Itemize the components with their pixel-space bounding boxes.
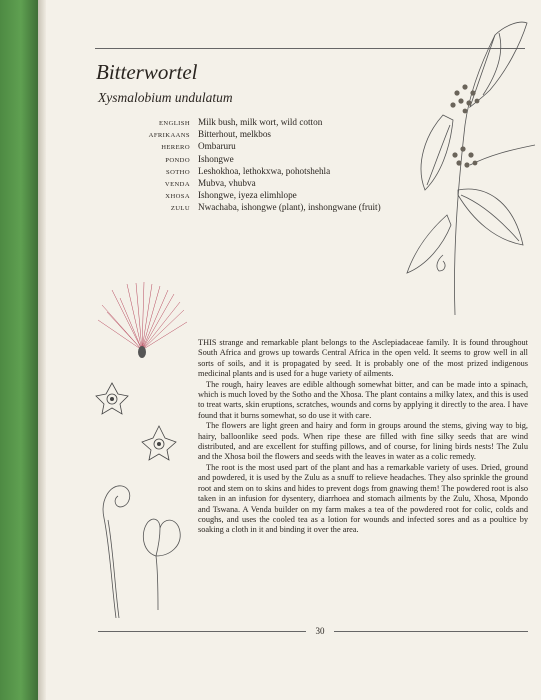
page-gutter [38,0,46,700]
seed-fluff-illustration [92,280,192,360]
language-label: HERERO [161,144,190,152]
plant-stem-illustration [395,15,541,320]
flower-illustration-2 [140,424,178,462]
language-value: Mubva, vhubva [198,178,256,189]
seed-pod-illustration [138,512,186,612]
name-row-venda [98,178,388,190]
name-row-pondo [98,154,388,166]
name-row-sotho [98,166,388,178]
name-row-xhosa [98,190,388,202]
book-spine [0,0,38,700]
name-row-afrikaans [98,129,388,141]
paragraph-intro: THIS strange and remarkable plant belongs to the Asclepiadaceae family. It is found throughout South Africa and grows up towards Central Africa in the open veld. It seems to grow well in all sorts of soils, and it is propagated by seed. It is probably one of the most prized indigenous medicinal plants and is used for a huge variety of ailments. [198,338,528,379]
language-value: Leshokhoa, lethokxwa, pohotshehla [198,165,331,176]
name-row-english [98,117,388,129]
scientific-name: Xysmalobium undulatum [98,90,233,105]
language-label: ZULU [170,205,190,213]
paragraph-root: The root is the most used part of the plant and has a remarkable variety of uses. Dried, ground and powdered, it is used by the Zulu as a snuff to relieve headaches. They also sprinkle the ground root and stem on to skins and hides to prevent dogs from gnawing them! The powdered root is also taken in an infusion for dysentery, diarrhoea and stomach ailments by the Zulu, Xhosa, Mpondo and Tswana. A Venda builder on my farm makes a tea of the powdered root for colic, colds and coughs, and uses the cooled tea as a lotion for wounds and infected sores and as a poultice by soaking a cloth in it and binding it over the area. [198,462,528,535]
language-value: Milk bush, milk wort, wild cotton [198,117,323,127]
language-label: ENGLISH [158,120,190,127]
page-title: Bitterwortel [96,60,198,84]
body-text [198,338,528,536]
name-row-herero [98,141,388,153]
paragraph-flowers: The flowers are light green and hairy and form in groups around the stems, giving way to big, hairy, balloonlike seed pods. When ripe these are filled with fine silky seeds that are wind distributed, and are excellent for stuffing pillows, and of course, for lining birds nests! The Zulu and the Xhosa boil the flowers and seeds with the leaves in water as a colic remedy. [198,421,528,462]
flower-illustration-1 [94,380,130,416]
name-row-zulu [98,202,388,214]
language-label: AFRIKAANS [148,132,190,140]
common-names-list [98,117,388,215]
language-label: SOTHO [166,168,190,176]
bottom-rule-left [98,631,306,632]
page-number: 30 [315,626,325,636]
language-value: Bitterhout, melkbos [198,129,271,140]
language-label: XHOSA [165,193,190,201]
bottom-rule-right [334,631,528,632]
language-label: VENDA [164,181,190,189]
language-value: Nwachaba, ishongwe (plant), inshongwane (fruit) [198,202,381,213]
language-value: Ishongwe [198,153,234,164]
curled-bud-illustration [96,478,136,620]
paragraph-leaves: The rough, hairy leaves are edible although somewhat bitter, and can be made into a spinach, which is much loved by the Sotho and the Xhosa. The plant contains a milky latex, and this is used to treat warts, skin eruptions, scratches, wounds and corns by applying it directly to the area. I have found that it burns somewhat, so do use it with care. [198,379,528,420]
language-value: Ombaruru [198,141,236,152]
language-label: PONDO [165,156,190,164]
language-value: Ishongwe, iyeza elimhlope [198,190,297,201]
